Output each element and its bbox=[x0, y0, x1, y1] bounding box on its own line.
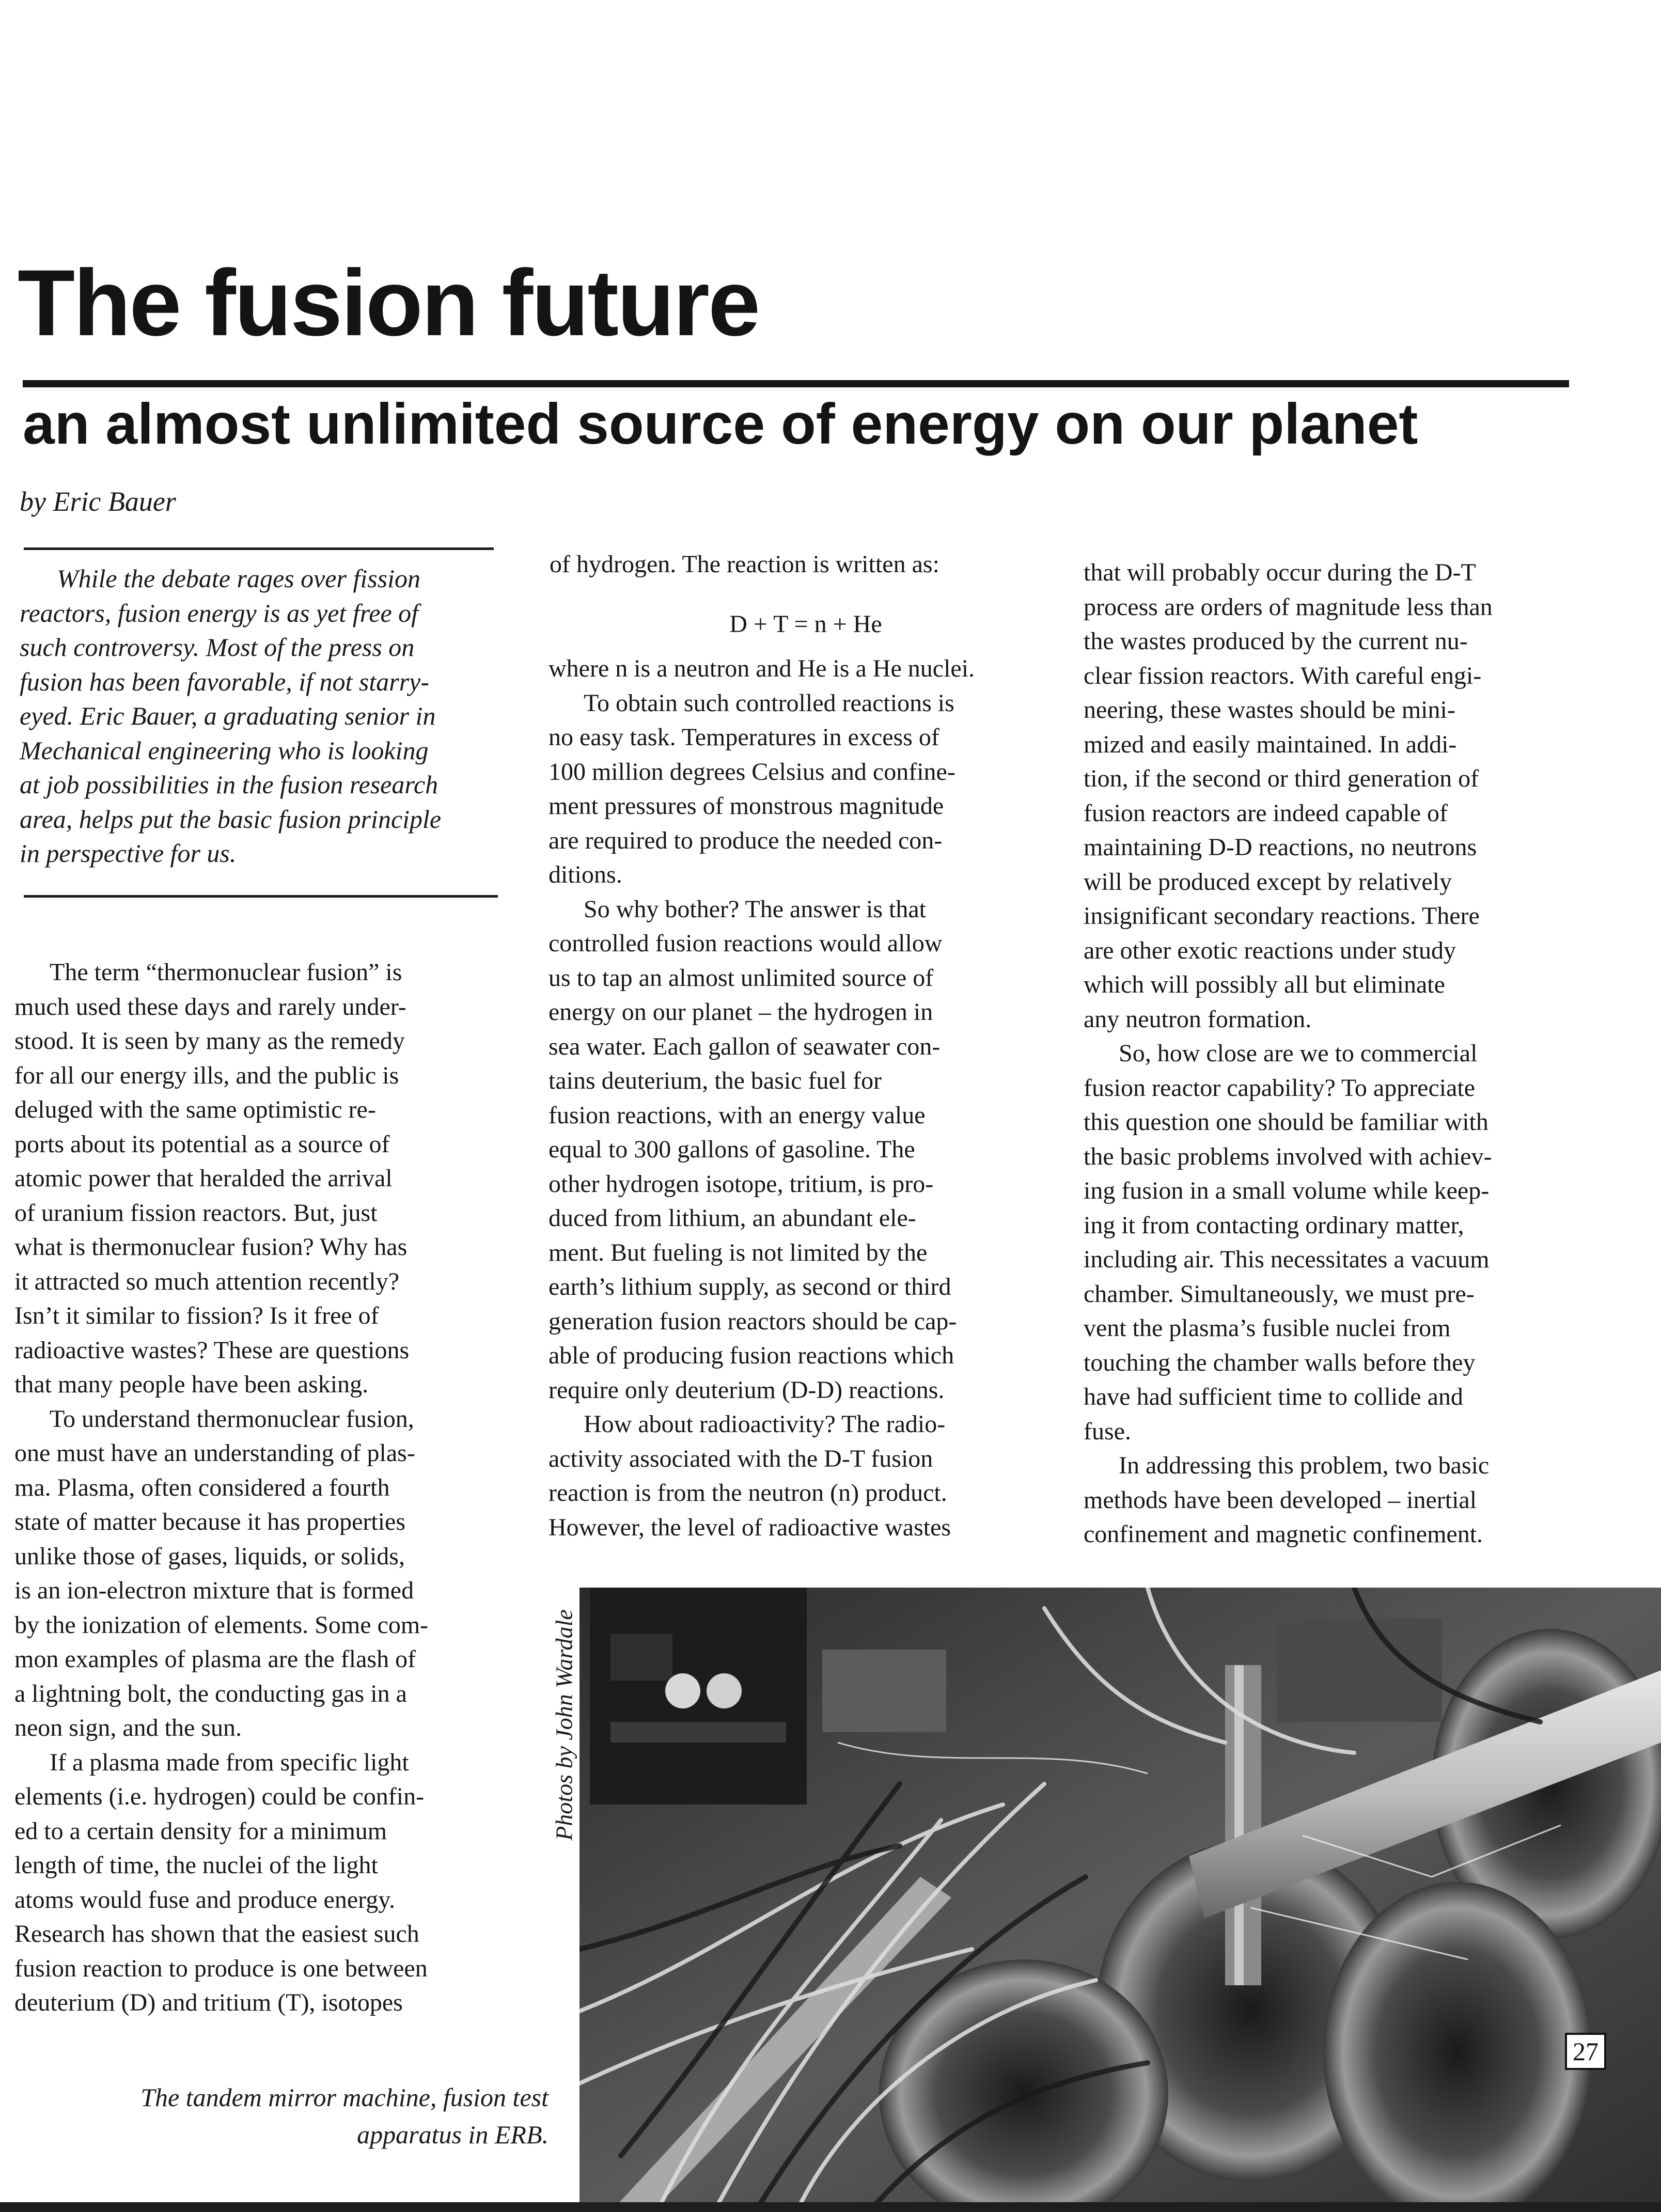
intro-top-rule bbox=[24, 547, 494, 550]
article-subtitle: an almost unlimited source of energy on our planet bbox=[23, 392, 1418, 456]
body-line: radioactive wastes? These are questions bbox=[14, 1336, 410, 1364]
body-line: fusion reactor capability? To appreciate bbox=[1084, 1074, 1476, 1102]
body-line: ed to a certain density for a minimum bbox=[14, 1817, 387, 1845]
body-line: this question one should be familiar with bbox=[1084, 1108, 1488, 1136]
body-line: Research has shown that the easiest such bbox=[14, 1920, 419, 1948]
intro-text bbox=[20, 561, 441, 871]
body-line: generation fusion reactors should be cap- bbox=[549, 1307, 957, 1335]
body-line: ditions. bbox=[549, 861, 622, 888]
photo-credit bbox=[549, 1601, 579, 1849]
body-line: have had sufficient time to collide and bbox=[1084, 1383, 1463, 1410]
body-line: However, the level of radioactive wastes bbox=[549, 1513, 951, 1541]
body-line: stood. It is seen by many as the remedy bbox=[14, 1027, 405, 1055]
body-line: ing it from contacting ordinary matter, bbox=[1084, 1211, 1464, 1239]
body-line: other hydrogen isotope, tritium, is pro- bbox=[549, 1170, 934, 1198]
column-2-top: of hydrogen. The reaction is written as: bbox=[550, 551, 939, 578]
intro-line: eyed. Eric Bauer, a graduating senior in bbox=[20, 701, 436, 730]
body-line: including air. This necessitates a vacuum bbox=[1084, 1246, 1490, 1273]
body-line: duced from lithium, an abundant ele- bbox=[549, 1204, 916, 1232]
body-line: the wastes produced by the current nu- bbox=[1084, 627, 1468, 655]
body-line: equal to 300 gallons of gasoline. The bbox=[549, 1136, 915, 1163]
body-line: energy on our planet – the hydrogen in bbox=[549, 998, 933, 1026]
machine-photo bbox=[579, 1588, 1661, 2212]
body-line: what is thermonuclear fusion? Why has bbox=[14, 1233, 408, 1261]
body-line: of uranium fission reactors. But, just bbox=[14, 1199, 378, 1227]
body-line: deuterium (D) and tritium (T), isotopes bbox=[14, 1989, 403, 2016]
column-1 bbox=[14, 955, 428, 2020]
intro-bottom-rule bbox=[24, 895, 498, 898]
body-line: length of time, the nuclei of the light bbox=[14, 1852, 378, 1879]
body-line: are other exotic reactions under study bbox=[1084, 936, 1456, 964]
photo-caption bbox=[140, 2079, 549, 2153]
article-title: The fusion future bbox=[18, 250, 759, 355]
body-line: maintaining D-D reactions, no neutrons bbox=[1084, 834, 1477, 861]
byline: by Eric Bauer bbox=[20, 486, 176, 517]
body-line: unlike those of gases, liquids, or solids, bbox=[14, 1542, 405, 1570]
body-line: atoms would fuse and produce energy. bbox=[14, 1886, 396, 1913]
intro-line: fusion has been favorable, if not starry- bbox=[20, 667, 429, 696]
body-line: confinement and magnetic confinement. bbox=[1084, 1520, 1483, 1548]
body-line: no easy task. Temperatures in excess of bbox=[549, 724, 939, 751]
body-line: fusion reactions, with an energy value bbox=[549, 1101, 926, 1129]
body-line: elements (i.e. hydrogen) could be confin- bbox=[14, 1783, 425, 1810]
body-line: ma. Plasma, often considered a fourth bbox=[14, 1473, 390, 1501]
body-line: ment pressures of monstrous magnitude bbox=[549, 792, 944, 820]
body-line: that many people have been asking. bbox=[14, 1371, 369, 1398]
caption-line: The tandem mirror machine, fusion test bbox=[140, 2083, 549, 2112]
body-line: controlled fusion reactions would allow bbox=[549, 930, 943, 957]
body-line: Isn’t it similar to fission? Is it free of bbox=[14, 1302, 379, 1329]
body-line: deluged with the same optimistic re- bbox=[14, 1096, 376, 1123]
body-line: are required to produce the needed con- bbox=[549, 826, 943, 854]
body-line: mized and easily maintained. In addi- bbox=[1084, 730, 1457, 758]
body-line: ment. But fueling is not limited by the bbox=[549, 1238, 928, 1266]
body-line: sea water. Each gallon of seawater con- bbox=[549, 1032, 941, 1060]
intro-line: in perspective for us. bbox=[20, 839, 237, 868]
body-line: insignificant secondary reactions. There bbox=[1084, 902, 1480, 930]
body-line: require only deuterium (D-D) reactions. bbox=[549, 1376, 945, 1404]
body-line: neering, these wastes should be mini- bbox=[1084, 696, 1455, 724]
body-line: that will probably occur during the D-T bbox=[1084, 559, 1476, 586]
body-line: methods have been developed – inertial bbox=[1084, 1486, 1477, 1514]
body-line: process are orders of magnitude less than bbox=[1084, 593, 1493, 621]
body-line: How about radioactivity? The radio- bbox=[584, 1410, 946, 1438]
body-line: mon examples of plasma are the flash of bbox=[14, 1645, 416, 1673]
body-line: is an ion-electron mixture that is formed bbox=[14, 1577, 414, 1604]
body-line: state of matter because it has properties bbox=[14, 1508, 406, 1535]
body-line: a lightning bolt, the conducting gas in a bbox=[14, 1680, 407, 1707]
body-line: tains deuterium, the basic fuel for bbox=[549, 1067, 882, 1094]
intro-line: such controversy. Most of the press on bbox=[20, 633, 415, 662]
body-line: To understand thermonuclear fusion, bbox=[50, 1405, 414, 1433]
body-line: will be produced except by relatively bbox=[1084, 868, 1452, 896]
body-line: To obtain such controlled reactions is bbox=[584, 689, 954, 717]
body-line: 100 million degrees Celsius and confine- bbox=[549, 758, 955, 786]
body-line: So why bother? The answer is that bbox=[584, 895, 926, 923]
body-line: fusion reaction to produce is one between bbox=[14, 1954, 428, 1982]
intro-line: Mechanical engineering who is looking bbox=[20, 735, 429, 765]
body-line: In addressing this problem, two basic bbox=[1119, 1452, 1490, 1479]
body-line: So, how close are we to commercial bbox=[1119, 1040, 1478, 1067]
bottom-edge-bar bbox=[0, 2202, 1661, 2212]
body-line: vent the plasma’s fusible nuclei from bbox=[1084, 1314, 1451, 1342]
body-line: which will possibly all but eliminate bbox=[1084, 971, 1445, 998]
machine-photo-illustration bbox=[579, 1588, 1661, 2212]
body-line: any neutron formation. bbox=[1084, 1005, 1312, 1033]
body-line: where n is a neutron and He is a He nuclei. bbox=[549, 655, 975, 682]
body-line: able of producing fusion reactions which bbox=[549, 1342, 954, 1369]
intro-line: reactors, fusion energy is as yet free of bbox=[20, 598, 419, 627]
body-line: activity associated with the D-T fusion bbox=[549, 1445, 933, 1472]
body-line: one must have an understanding of plas- bbox=[14, 1439, 415, 1467]
body-line: for all our energy ills, and the public is bbox=[14, 1061, 399, 1089]
intro-line: While the debate rages over fission bbox=[57, 564, 421, 593]
body-line: tion, if the second or third generation of bbox=[1084, 765, 1479, 792]
body-line: If a plasma made from specific light bbox=[50, 1748, 409, 1776]
body-line: ing fusion in a small volume while keep- bbox=[1084, 1177, 1490, 1204]
body-line: by the ionization of elements. Some com- bbox=[14, 1611, 429, 1639]
body-line: fuse. bbox=[1084, 1417, 1131, 1445]
body-line: earth’s lithium supply, as second or third bbox=[549, 1273, 951, 1300]
body-line: us to tap an almost unlimited source of bbox=[549, 964, 934, 992]
body-line: clear fission reactors. With careful engi- bbox=[1084, 662, 1482, 689]
body-line: touching the chamber walls before they bbox=[1084, 1348, 1476, 1376]
body-line: reaction is from the neutron (n) product. bbox=[549, 1479, 947, 1507]
body-line: The term “thermonuclear fusion” is bbox=[50, 959, 402, 986]
body-line: atomic power that heralded the arrival bbox=[14, 1165, 393, 1192]
body-line: the basic problems involved with achiev- bbox=[1084, 1142, 1492, 1170]
body-line: ports about its potential as a source of bbox=[14, 1130, 390, 1158]
body-line: it attracted so much attention recently? bbox=[14, 1267, 400, 1295]
caption-line: apparatus in ERB. bbox=[357, 2120, 549, 2149]
column-2 bbox=[549, 652, 975, 1545]
body-line: neon sign, and the sun. bbox=[14, 1714, 242, 1742]
page-number: 27 bbox=[1565, 2033, 1606, 2070]
body-line: fusion reactors are indeed capable of bbox=[1084, 799, 1448, 827]
reaction-equation: D + T = n + He bbox=[729, 610, 882, 638]
column-3 bbox=[1084, 556, 1493, 1552]
intro-line: at job possibilities in the fusion research bbox=[20, 770, 438, 799]
body-line: chamber. Simultaneously, we must pre- bbox=[1084, 1280, 1475, 1308]
intro-line: area, helps put the basic fusion principle bbox=[20, 804, 442, 834]
title-rule bbox=[23, 380, 1569, 387]
body-line: much used these days and rarely under- bbox=[14, 993, 406, 1021]
photo-credit-text: Photos by John Wardale bbox=[551, 1609, 577, 1841]
